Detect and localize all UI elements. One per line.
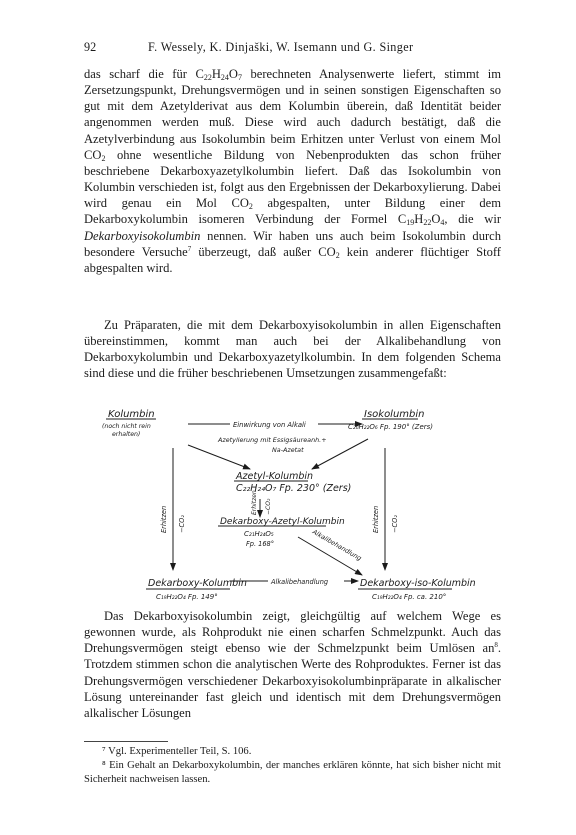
scheme-heat-right: Erhitzen [372,505,380,533]
scheme-dekarboxy-kolumbin-formula: C₁₉H₂₂O₄ Fp. 149° [156,593,218,601]
footnotes [84,745,501,787]
footnote-rule [84,741,168,742]
scheme-kolumbin-note: (noch nicht rein [102,423,151,430]
footnote-ref-7: 7 [187,244,192,253]
compound-name-italic: Dekarboxyisokolumbin [84,228,201,243]
paragraph-1: das scharf die für $C_{22}H_{24}O_7$ berechneten Analysenwerte liefert, stimmt im Zersetzungspunkt, Drehungsvermögen und in seinen sonstigen Eigenschaften so gut mit dem Azetylderivat aus dem Kolumbin überein, daß Identität beider angenommen werden muß. Diese wird auch dadurch bestätigt, daß die Azetylverbindung aus Isokolumbin beim Erhitzen unter Verlust von einem Mol $CO_2$ ohne wesentliche Bildung von Nebenprodukten das schon früher beschriebene Dekarboxyazetylkolumbin liefert. Daß das Isokolumbin von Kolumbin verschieden ist, folgt aus den Ergebnissen der Dekarboxylierung. Dabei wird genau ein Mol $CO_2$ abgespalten, unter Bildung einer dem Dekarboxykolumbin isomeren Verbindung der Formel $C_{19}H_{22}O_4$, die wir Dekarboxyisokolumbin nennen. Wir haben uns auch beim Isokolumbin durch besondere Versuche$^7$ überzeugt, daß außer $CO_2$ kein anderer flüchtiger Stoff abgespalten wird. [84,67,501,275]
scheme-bottom-arrow-label: Alkalibehandlung [271,578,329,586]
scheme-top-arrow-label: Einwirkung von Alkali [233,421,306,429]
scheme-azetyl-kolumbin-name: Azetyl-Kolumbin [236,471,314,482]
scheme-dekarboxy-iso-formula: C₁₉H₂₂O₄ Fp. ca. 210° [372,593,447,601]
scheme-dekarboxy-iso-kolumbin: Dekarboxy-iso-Kolumbin [360,578,476,589]
reaction-scheme [100,409,500,625]
scheme-dekarboxy-azetyl-formula: C₂₁H₂₄O₅ [244,530,274,538]
scheme-kolumbin: Kolumbin [108,409,155,420]
running-header [84,40,514,56]
scheme-dekarboxy-azetyl-kolumbin: Dekarboxy-Azetyl-Kolumbin [220,517,345,527]
scheme-dekarboxy-azetyl-fp: Fp. 168° [246,540,275,548]
scheme-heat-mid: Erhitzen [251,490,258,515]
scheme-alkali-diagonal-label: Alkalibehandlung [311,527,363,563]
running-authors: F. Wessely, K. Dinjaški, W. Isemann und G. Singer [148,40,414,54]
page-number: 92 [84,40,97,54]
scheme-isokolumbin: Isokolumbin [364,409,425,420]
scheme-acetylation-label-2: Na-Azetat [272,446,304,454]
footnote-8: ⁸ Ein Gehalt an Dekarboxykolumbin, der manches erklären könnte, hat sich bisher nicht mit Sicherheit nachweisen lassen. [84,760,501,785]
scheme-kolumbin-note-2: erhalten) [112,431,141,438]
scheme-co2-left: −CO₂ [178,515,186,533]
scheme-isokolumbin-formula: C₂₀H₂₂O₆ Fp. 190° (Zers) [348,423,434,431]
footnote-ref-8: 8 [494,641,498,650]
footnote-7: ⁷ Vgl. Experimenteller Teil, S. 106. [102,746,252,757]
scheme-co2-mid: −CO₂ [265,498,272,515]
scheme-dekarboxy-kolumbin: Dekarboxy-Kolumbin [148,578,247,589]
scheme-heat-left: Erhitzen [160,505,168,533]
scheme-azetyl-kolumbin: C₂₂H₂₄O₇ Fp. 230° (Zers) [236,483,352,494]
scheme-acetylation-label: Azetylierung mit Essigsäureanh.+ [218,436,327,444]
paragraph-3: Das Dekarboxyisokolumbin zeigt, gleichgültig auf welchem Wege es gewonnen wurde, als Rohprodukt nie einen scharfen Schmelzpunkt. Auch das Drehungsvermögen steigt ebenso wie der Schmelzpunkt beim Umlösen $an^8$. Trotzdem stimmen schon die analytischen Werte des Rohproduktes. Ferner ist das Drehungsvermögen verschiedener Dekarboxyisokolumbinpräparate in alkalischer Lösung untereinander fast gleich und identisch mit dem Drehungsvermögen alkalischer Lösungen [84,609,501,720]
paragraph-2: Zu Präparaten, die mit dem Dekarboxyisokolumbin in allen Eigenschaften übereinstimmen, kommt man auch bei der Alkalibehandlung von Dekarboxykolumbin und Dekarboxyazetylkolumbin. In dem folgenden Schema sind diese und die früher beschriebenen Umsetzungen zusammengefaßt: [84,318,501,381]
scheme-co2-right: −CO₂ [391,515,399,533]
